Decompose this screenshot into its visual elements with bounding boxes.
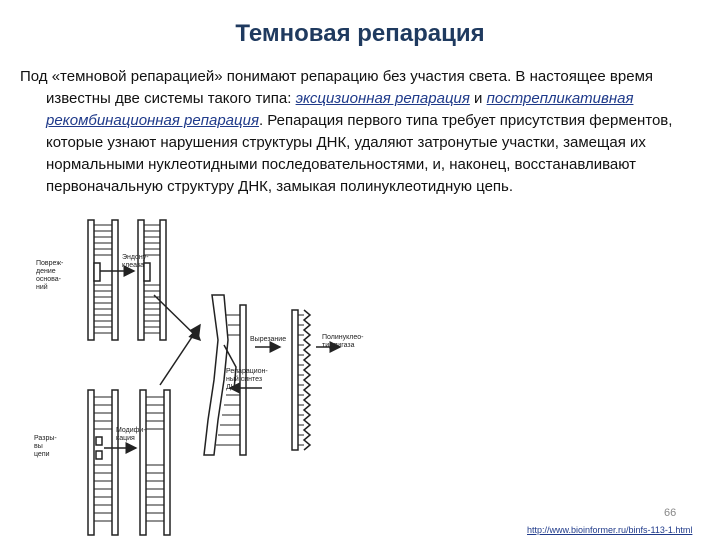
label-ligase-1: Полинуклео- [322,334,364,341]
link-excision-repair[interactable]: эксцизионная репарация [295,90,470,107]
label-damage-3: основа- [36,276,62,283]
dna-duplex-damaged [88,220,118,340]
label-repair-synthesis-2: ный синтез [226,376,263,383]
dna-duplex-broken [88,390,118,535]
label-repair-synthesis-1: Репарацион- [226,368,268,375]
dna-duplex-modified [140,390,170,535]
label-endonuclease-2: клеаза [122,262,145,269]
slide-body [20,66,710,198]
label-damage-2: дение [36,268,56,275]
dna-repair-diagram [0,215,720,540]
dna-duplex-ligase [292,310,310,450]
label-modification-2: кация [116,435,135,442]
label-repair-synthesis-3: ДНК [226,384,240,391]
text-intro: Под «темновой репарацией» понимают репарацию без участия света. В настоящее время известны две системы такого типа: [20,68,654,107]
slide-title: Темновая репарация [235,20,485,47]
dna-duplex-endonuclease [138,220,166,340]
label-modification-1: Модифи- [116,427,146,434]
text-description: . Репарация первого типа требует присутствия ферментов, которые узнают нарушения структуры ДНК, удаляют затронутые участки, замещая их нормальными нуклеотидными последовательностями, и, наконец, восстанавливают первоначальную структуру ДНК, замыкая полинуклеотидную цепь. [46,112,673,195]
link-recombination-repair[interactable]: пострепликативная рекомбинационная репарация [46,90,634,129]
text-and: и [469,90,487,107]
dna-duplex-excision [204,295,246,455]
source-link[interactable]: http://www.bioinformer.ru/binfs-113-1.html [527,525,693,535]
label-break-3: цепи [34,451,50,458]
label-break-2: вы [34,443,43,450]
label-ligase-2: тидлигаза [322,342,355,349]
label-excision: Вырезание [250,336,287,343]
label-damage-1: Повреж- [36,260,64,267]
page-number: 66 [664,507,677,519]
label-break-1: Разры- [34,435,57,442]
body-paragraph [20,66,710,198]
label-damage-4: ний [36,284,48,291]
arrow-to-excision [154,295,200,340]
label-endonuclease-1: Эндону- [122,254,149,261]
